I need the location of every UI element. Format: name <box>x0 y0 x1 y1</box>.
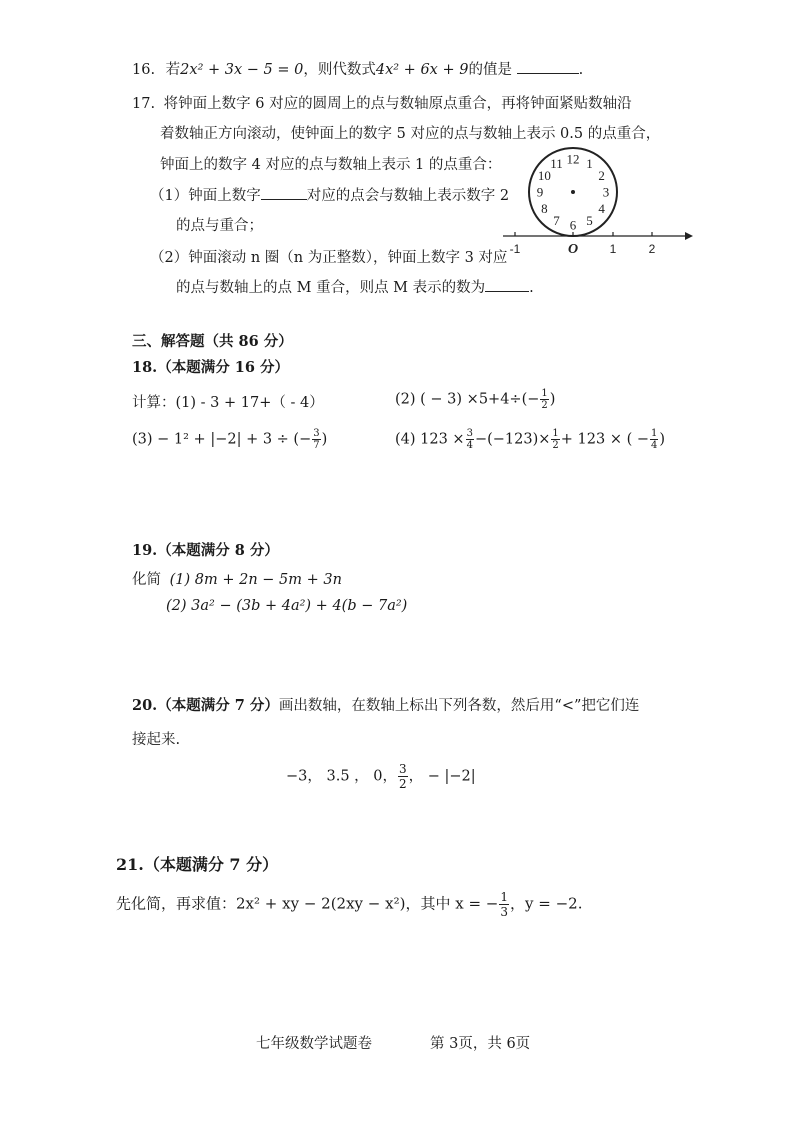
q18-p3-fraction: $\frac{3}{7}$ <box>313 428 320 451</box>
clock-number-6: 6 <box>569 217 577 233</box>
q20-line2: 接起来. <box>132 732 181 748</box>
axis-label: 2 <box>648 242 656 256</box>
q16-equation: 2x² + 3x − 5 = 0 <box>180 62 304 78</box>
q21-fraction: $\frac{1}{3}$ <box>500 890 509 919</box>
q16-number: 16. <box>132 62 156 78</box>
q18-part3: (3) − 1² + |−2| + 3 ÷ (− $\frac{3}{7}$ ) <box>132 428 328 451</box>
q21-header: 21.（本题满分 7 分） <box>116 855 279 874</box>
footer-page: 第 3页，共 6页 <box>430 1036 531 1052</box>
q17-blank-1[interactable] <box>261 185 307 200</box>
q17-part1: （1）钟面上数字 对应的点会与数轴上表示数字 2 <box>150 184 509 205</box>
q18-p4-fraction-1: $\frac{3}{4}$ <box>466 428 473 451</box>
q19-header: 19.（本题满分 8 分） <box>132 542 279 559</box>
q16-post: 的值是 <box>468 62 512 78</box>
footer-title: 七年级数学试题卷 <box>256 1036 372 1052</box>
q17-blank-2[interactable] <box>485 277 529 292</box>
clock-figure <box>495 140 695 260</box>
q19-part2: (2) 3a² − (3b + 4a²) + 4(b − 7a²) <box>166 598 408 614</box>
q16-pre: 若 <box>165 62 181 78</box>
q20-line1: 20.（本题满分 7 分）画出数轴，在数轴上标出下列各数，然后用“<”把它们连 <box>132 697 640 714</box>
q18-p2-fraction: $\frac{1}{2}$ <box>541 388 548 411</box>
q17-line1: 17. 将钟面上数字 6 对应的圆周上的点与数轴原点重合，再将钟面紧贴数轴沿 <box>132 96 632 112</box>
clock-number-2: 2 <box>598 168 605 183</box>
q16: 16. 若2x² + 3x − 5 = 0，则代数式4x² + 6x + 9的值是 . <box>132 58 583 79</box>
number-line-arrow <box>685 232 693 240</box>
q17-part2: （2）钟面滚动 n 圈（n 为正整数），钟面上数字 3 对应 <box>150 250 508 266</box>
q18-part1: 计算：(1) - 3 + 17+（ - 4） <box>132 395 324 411</box>
q18-part4: (4) 123 × $\frac{3}{4}$ −(−123)× $\frac{1}{2}$ + 123 × ( − $\frac{1}{4}$ ) <box>395 428 666 451</box>
q18-p4-fraction-3: $\frac{1}{4}$ <box>651 428 658 451</box>
q17-line3: 钟面上的数字 4 对应的点与数轴上表示 1 的点重合： <box>160 157 502 173</box>
q17-line2: 着数轴正方向滚动，使钟面上的数字 5 对应的点与数轴上表示 0.5 的点重合， <box>160 126 661 142</box>
q18-header: 18.（本题满分 16 分） <box>132 359 290 376</box>
axis-label: 1 <box>609 242 617 256</box>
clock-number-3: 3 <box>602 184 610 200</box>
q20-numbers: −3， 3.5 ， 0， $\frac{3}{2}$ ， − |−2| <box>286 762 476 791</box>
q21-text: 先化简，再求值：2x² + xy − 2(2xy − x²)，其中 x = − $\frac{1}{3}$ ，y = −2. <box>116 890 583 919</box>
clock-number-7: 7 <box>553 213 560 229</box>
clock-number-10: 10 <box>537 168 551 183</box>
q17-number: 17. <box>132 96 156 112</box>
q19-part1: 化简 (1) 8m + 2n − 5m + 3n <box>132 572 342 588</box>
q17-part1-line2: 的点与重合； <box>176 218 263 234</box>
clock-number-1: 1 <box>586 155 593 171</box>
axis-label: -1 <box>509 242 521 256</box>
q20-fraction: $\frac{3}{2}$ <box>399 762 407 791</box>
q20-header: 20.（本题满分 7 分） <box>132 697 279 714</box>
q17-part2-line2: 的点与数轴上的点 M 重合，则点 M 表示的数为 . <box>176 276 534 297</box>
q16-expression: 4x² + 6x + 9 <box>375 62 469 78</box>
clock-number-5: 5 <box>586 213 593 229</box>
clock-number-8: 8 <box>541 201 548 216</box>
q18-part2: (2) ( − 3) ×5+4÷(− $\frac{1}{2}$ ) <box>395 388 556 411</box>
clock-number-11: 11 <box>550 155 563 171</box>
section-title: 三、解答题（共 86 分） <box>132 333 293 350</box>
clock-number-9: 9 <box>536 184 544 200</box>
q16-answer-blank[interactable] <box>517 59 579 74</box>
axis-label: O <box>567 242 579 257</box>
q18-p4-fraction-2: $\frac{1}{2}$ <box>552 428 559 451</box>
q16-mid: ，则代数式 <box>303 62 376 78</box>
clock-center <box>571 190 575 194</box>
clock-number-4: 4 <box>598 201 605 216</box>
clock-number-12: 12 <box>566 151 580 167</box>
